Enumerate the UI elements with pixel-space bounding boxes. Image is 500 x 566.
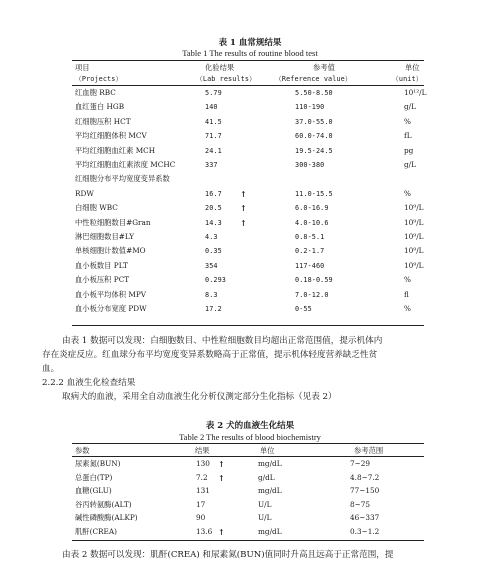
table1-header-item-cn: 项目 [75, 63, 90, 72]
table1-cell-unit: % [404, 304, 411, 313]
paragraph2-line1: 由表 2 数据可以发现：肌酐(CREA) 和尿素氮(BUN)值同时升高且远高于正常范围，提 [62, 550, 394, 560]
table2-cell-result: 131 [196, 486, 210, 495]
table1-header-result-en: （Lab results） [196, 75, 256, 83]
table2-cell-ref: 46~337 [350, 513, 380, 522]
table2-cell-arrow: ↑ [218, 526, 225, 537]
table1-cell-item: 平均红细胞血红素浓度 MCHC [75, 160, 176, 169]
section-heading: 2.2.2 血液生化检查结果 [42, 378, 136, 388]
table1-cell-ref: 37.0-55.0 [295, 117, 333, 126]
table2-cell-param: 总蛋白(TP) [75, 472, 113, 482]
table1-cell-unit: fl [404, 289, 409, 299]
table1-cell-arrow: ↑ [240, 203, 247, 214]
table2-caption-en: Table 2 The results of blood biochemistry [179, 432, 321, 442]
table1-cell-item: 淋巴细胞数目#LY [75, 232, 135, 241]
table2-cell-ref: 4.8~7.2 [350, 472, 380, 482]
table1-header-unit-cn: 单位 [405, 63, 420, 72]
table2-bottom-rule [72, 540, 424, 541]
table1-cell-ref: 60.0-74.0 [295, 132, 333, 141]
table1-cell-result: 4.3 [205, 233, 218, 241]
table2-cell-result: 13.6 [196, 526, 213, 536]
table1-cell-item: 单核细胞计数值#MO [75, 246, 146, 256]
table1-cell-ref: 300-380 [295, 161, 325, 169]
table1-cell-result: 354 [205, 261, 218, 270]
table1-cell-item: 平均红细胞血红素 MCH [75, 145, 156, 155]
table1-cell-unit: % [404, 275, 411, 285]
table1-cell-ref: 117-460 [295, 261, 325, 270]
table1-cell-ref: 0.18-0.59 [295, 276, 333, 285]
table1-cell-ref: 4.0-10.6 [295, 218, 329, 227]
table1-cell-unit: 10⁹/L [404, 246, 424, 256]
table2-header-param: 参数 [75, 446, 90, 455]
table2-cell-unit: mg/dL [258, 486, 282, 495]
table1-header-ref-cn: 参考值 [313, 63, 335, 72]
table1-cell-result: 0.293 [205, 276, 226, 285]
section-intro: 取病犬的血液，采用全自动血液生化分析仪测定部分生化指标（见表 2） [62, 392, 337, 402]
table1-caption-cn: 表 1 血常规结果 [218, 38, 282, 48]
table1-cell-result: 5.79 [205, 89, 222, 97]
table2-cell-param: 肌酐(CREA) [75, 526, 117, 536]
table1-cell-arrow: ↑ [240, 217, 247, 228]
table2-cell-unit: mg/dL [258, 459, 282, 468]
table2-cell-param: 谷丙转氨酶(ALT) [75, 499, 132, 509]
table2-header-result: 结果 [195, 446, 210, 455]
paragraph1-line2: 存在炎症反应。红血球分布平均宽度变异系数略高于正常值，提示机体轻度营养缺乏性贫 [42, 350, 378, 360]
table1-cell-item: 红细胞压积 HCT [75, 116, 131, 126]
table2-cell-result: 7.2 [196, 472, 208, 482]
table1-cell-unit: g/L [404, 160, 416, 169]
table2-cell-param: 碱性磷酸酶(ALKP) [75, 513, 138, 522]
table2-cell-unit: U/L [258, 499, 272, 509]
table1-cell-result: 16.7 [205, 189, 222, 198]
table2-cell-param: 血糖(GLU) [75, 486, 112, 495]
table1-cell-unit: g/L [404, 102, 416, 112]
table2-cell-param: 尿素氮(BUN) [75, 459, 121, 468]
table1-bottom-rule [72, 325, 424, 326]
table1-cell-item: 血红蛋白 HGB [75, 102, 125, 112]
table1-cell-result: 41.5 [205, 117, 222, 126]
table2-cell-unit: mg/dL [258, 526, 282, 536]
table1-cell-ref: 0-55 [295, 305, 312, 313]
table1-cell-item: 红细胞分布平均宽度变异系数 [75, 174, 170, 184]
table1-cell-item: 血小板分布宽度 PDW [75, 304, 147, 313]
table2-top-rule [72, 443, 424, 444]
table1-cell-ref: 7.0-12.0 [295, 290, 329, 299]
table2-caption-cn: 表 2 犬的血液生化结果 [205, 421, 295, 431]
table2-cell-ref: 77~150 [350, 486, 380, 495]
table2-cell-ref: 7~29 [350, 459, 371, 468]
table1-cell-item: 中性粒细胞数目#Gran [75, 217, 151, 227]
table1-cell-ref: 110-190 [295, 103, 325, 112]
table1-caption-en: Table 1 The results of routine blood test [182, 48, 318, 58]
table1-header-rule [72, 85, 424, 86]
table1-cell-item: 红血胞 RBC [75, 88, 116, 97]
table1-cell-unit: % [404, 188, 411, 198]
table1-cell-ref: 11.0-15.5 [295, 189, 333, 198]
table1-header-ref-en: （Reference value） [275, 75, 352, 83]
table1-cell-unit: 10¹²/L [404, 88, 427, 97]
paragraph1-line3: 血。 [42, 364, 60, 374]
table1-cell-item: 血小板数目 PLT [75, 260, 128, 270]
table2-cell-arrow: ↑ [218, 459, 225, 469]
table1-cell-result: 20.5 [205, 204, 222, 213]
table1-cell-result: 24.1 [205, 146, 222, 155]
table1-cell-result: 140 [205, 103, 218, 112]
table1-cell-unit: fL [404, 131, 412, 141]
table1-cell-result: 17.2 [205, 305, 222, 313]
table2-cell-result: 17 [196, 499, 206, 509]
table1-cell-item: RDW [75, 188, 94, 198]
table2-header-rule [72, 456, 424, 457]
table1-cell-ref: 6.0-16.9 [295, 204, 329, 213]
table1-cell-ref: 19.5-24.5 [295, 146, 333, 155]
table1-cell-unit: pg [404, 145, 414, 155]
table1-cell-result: 8.3 [205, 290, 218, 299]
table1-cell-ref: 5.50-8.50 [295, 89, 333, 97]
table1-header-unit-en: （unit） [392, 75, 423, 83]
table1-cell-unit: 10⁹/L [404, 217, 424, 227]
table1-cell-result: 14.3 [205, 218, 222, 227]
table1-header-item-en: （Projects） [75, 75, 123, 83]
table2-cell-ref: 0.3~1.2 [350, 526, 380, 536]
paragraph1-line1: 由表 1 数据可以发现：白细胞数目、中性粒细胞数目均超出正常范围值，提示机体内 [62, 336, 383, 346]
table2-header-ref: 参考范围 [354, 446, 384, 455]
table1-cell-unit: 10⁹/L [404, 260, 424, 270]
table1-cell-ref: 0.2-1.7 [295, 247, 325, 256]
table2-cell-arrow: ↑ [218, 472, 225, 483]
table1-cell-result: 71.7 [205, 132, 222, 141]
table2-cell-result: 130 [196, 459, 210, 468]
table1-cell-item: 白细胞 WBC [75, 203, 118, 213]
table1-cell-result: 337 [205, 161, 218, 169]
table1-cell-result: 0.35 [205, 247, 222, 256]
table2-header-unit: 单位 [260, 446, 275, 455]
table2-cell-ref: 8~75 [350, 499, 371, 509]
table2-cell-result: 90 [196, 513, 206, 522]
table1-cell-item: 平均红细胞体积 MCV [75, 131, 147, 141]
table1-cell-unit: % [404, 116, 411, 126]
table1-cell-arrow: ↑ [240, 188, 247, 199]
table2-cell-unit: U/L [258, 513, 272, 522]
table1-header-result-cn: 化验结果 [205, 63, 235, 72]
table2-cell-unit: g/dL [258, 472, 275, 482]
table1-cell-item: 血小板压积 PCT [75, 275, 130, 285]
table1-cell-unit: 10⁹/L [404, 203, 424, 213]
table1-cell-ref: 0.8-5.1 [295, 233, 325, 241]
table1-cell-item: 血小板平均体积 MPV [75, 289, 147, 299]
table1-top-rule [72, 60, 424, 61]
table1-cell-unit: 10⁹/L [404, 232, 424, 241]
